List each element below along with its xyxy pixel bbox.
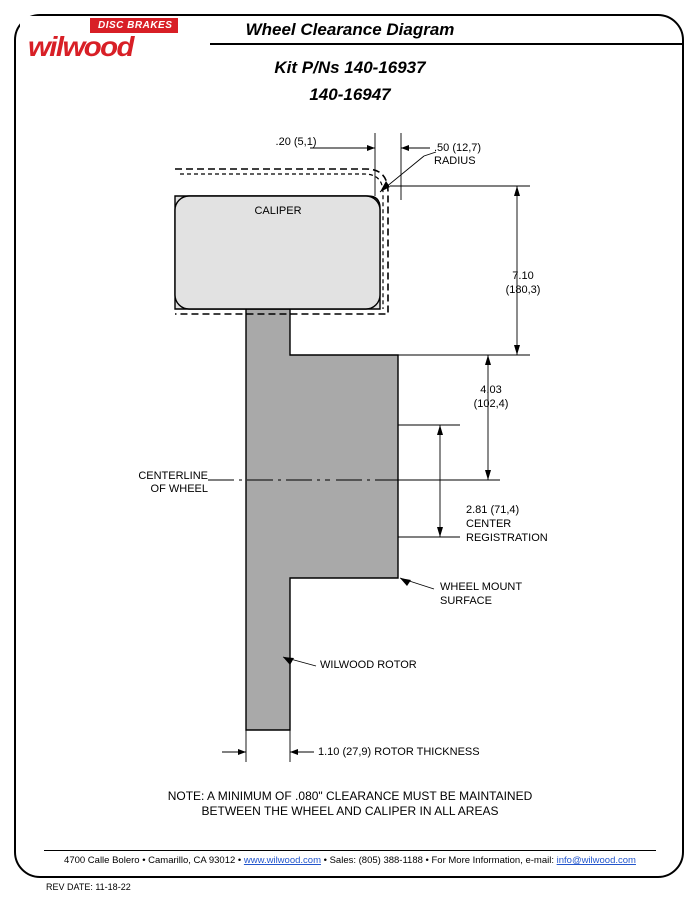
arrow-offset-left: [367, 145, 375, 151]
footer-address: 4700 Calle Bolero • Camarillo, CA 93012 •: [64, 855, 242, 866]
footer-sales: • Sales: (805) 388-1188 • For More Information, e-mail:: [323, 855, 554, 866]
dim-label-mount-metric: (102,4): [473, 398, 509, 410]
kit-part-numbers-line-2: 140-16947: [309, 85, 391, 104]
dim-label-overall-metric: (180,3): [505, 284, 541, 296]
page-title: Wheel Clearance Diagram: [245, 20, 455, 39]
logo-wordmark: wilwood: [28, 31, 133, 62]
footer-email-link[interactable]: info@wilwood.com: [556, 855, 636, 866]
dim-label-registration-value: 2.81 (71,4): [466, 504, 520, 516]
footer-divider: [44, 850, 656, 851]
note-line-2: BETWEEN THE WHEEL AND CALIPER IN ALL AREAS: [201, 804, 499, 818]
arrow-mount-top: [485, 355, 491, 365]
arrow-mount-bottom: [485, 470, 491, 480]
arrow-overall-bottom: [514, 345, 520, 355]
logo-badge-disc-brakes: DISC BRAKES: [90, 18, 178, 33]
arrow-thickness-right: [290, 749, 298, 755]
arrow-reg-top: [437, 425, 443, 435]
footer-website-link[interactable]: www.wilwood.com: [243, 855, 321, 866]
revision-date: REV DATE: 11-18-22: [46, 882, 131, 892]
dim-label-rotor-thickness: 1.10 (27,9) ROTOR THICKNESS: [318, 746, 480, 758]
footer-contact: [0, 855, 700, 866]
dim-label-radius-value: .50 (12,7): [434, 142, 482, 154]
arrow-thickness-left: [238, 749, 246, 755]
callout-rotor: WILWOOD ROTOR: [320, 659, 417, 671]
callout-wheel-mount-line2: SURFACE: [440, 595, 492, 607]
dim-label-overall-value: 7.10: [512, 270, 534, 282]
dim-label-offset: .20 (5,1): [275, 136, 317, 148]
caliper-body-label: CALIPER: [254, 205, 302, 217]
callout-centerline-line1: CENTERLINE: [138, 470, 208, 482]
note-line-1: NOTE: A MINIMUM OF .080" CLEARANCE MUST BE MAINTAINED: [167, 789, 533, 803]
callout-wheel-mount-line1: WHEEL MOUNT: [440, 581, 523, 593]
dim-label-mount-value: 4.03: [480, 384, 502, 396]
dim-label-registration-line3: REGISTRATION: [466, 532, 548, 544]
arrow-overall-top: [514, 186, 520, 196]
arrow-wheel-mount: [400, 578, 411, 586]
callout-centerline-line2: OF WHEEL: [150, 483, 208, 495]
arrow-offset-right: [401, 145, 409, 151]
kit-part-numbers-line-1: Kit P/Ns 140-16937: [274, 58, 426, 77]
dim-label-registration-line2: CENTER: [466, 518, 512, 530]
dim-label-radius-text: RADIUS: [434, 155, 476, 167]
arrow-reg-bottom: [437, 527, 443, 537]
